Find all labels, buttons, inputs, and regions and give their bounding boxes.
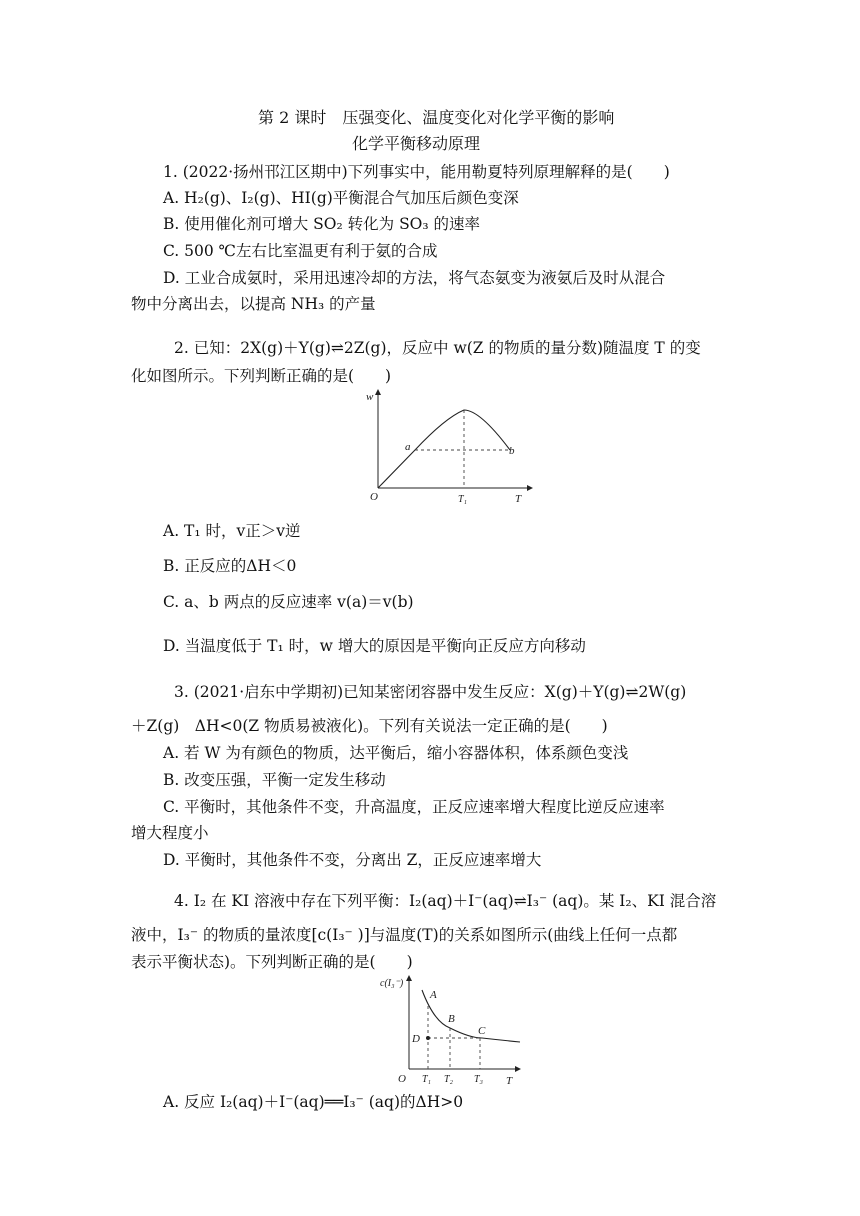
q4-point-d: D [412,1033,420,1045]
q4-point-b: B [448,1013,455,1025]
q4-c-vs-t-graph [370,972,530,1090]
q3-stem-line2: ＋Z(g) ΔH<0(Z 物质易被液化)。下列有关说法一定正确的是( ) [131,717,608,735]
q4-t1-tick: T₁ [422,1074,432,1085]
q2-y-label: w [366,391,374,403]
q2-w-curve [378,410,510,488]
lesson-title: 第 2 课时 压强变化、温度变化对化学平衡的影响 [258,108,615,127]
q3-option-c-line2: 增大程度小 [131,824,209,842]
q2-point-b: b [509,445,515,457]
q2-t1-tick: T₁ [458,494,468,505]
q1-option-d-line1: D. 工业合成氨时，采用迅速冷却的方法，将气态氨变为液氨后及时从混合 [163,269,666,287]
q1-option-c: C. 500 ℃左右比室温更有利于氨的合成 [163,242,438,260]
q1-option-a: A. H₂(g)、I₂(g)、HI(g)平衡混合气加压后颜色变深 [163,189,519,207]
q2-option-c: C. a、b 两点的反应速率 v(a)＝v(b) [163,593,414,611]
q1-option-d-line2: 物中分离出去，以提高 NH₃ 的产量 [131,295,376,313]
q2-option-a: A. T₁ 时，v正＞v逆 [163,522,301,540]
q4-stem-line3: 表示平衡状态)。下列判断正确的是( ) [131,953,413,971]
q3-stem-line1: 3. (2021·启东中学期初)已知某密闭容器中发生反应：X(g)＋Y(g)⇌2W(g) [174,683,687,701]
q2-origin-label: O [370,491,378,503]
q2-option-b: B. 正反应的ΔH＜0 [163,557,297,575]
q4-x-label: T [506,1075,513,1087]
q4-t2-tick: T₂ [444,1074,454,1085]
q1-stem: 1. (2022·扬州邗江区期中)下列事实中，能用勒夏特列原理解释的是( ) [163,163,670,181]
q2-stem-line2: 化如图所示。下列判断正确的是( ) [131,367,392,385]
q2-option-d: D. 当温度低于 T₁ 时，w 增大的原因是平衡向正反应方向移动 [163,637,586,655]
q2-x-label: T [515,493,522,505]
q3-option-c-line1: C. 平衡时，其他条件不变，升高温度，正反应速率增大程度比逆反应速率 [163,798,665,816]
q4-point-d-dot [426,1036,430,1040]
q2-w-vs-t-graph [360,388,540,510]
q2-point-a: a [405,441,411,453]
q4-option-a: A. 反应 I₂(aq)＋I⁻(aq)══I₃⁻ (aq)的ΔH>0 [163,1093,464,1111]
q3-option-b: B. 改变压强，平衡一定发生移动 [163,771,386,789]
q4-stem-line1: 4. I₂ 在 KI 溶液中存在下列平衡：I₂(aq)＋I⁻(aq)⇌I₃⁻ (aq)。某 I₂、KI 混合溶 [174,892,717,910]
q4-point-a: A [430,989,437,1001]
q3-option-a: A. 若 W 为有颜色的物质，达平衡后，缩小容器体积，体系颜色变浅 [163,744,629,762]
lesson-subtitle: 化学平衡移动原理 [352,134,481,153]
q3-option-d: D. 平衡时，其他条件不变，分离出 Z，正反应速率增大 [163,851,542,869]
q4-t3-tick: T₃ [474,1074,484,1085]
q2-stem-line1: 2. 已知：2X(g)＋Y(g)⇌2Z(g)，反应中 w(Z 的物质的量分数)随温度 T 的变 [174,339,701,357]
q4-y-label: c(I₃⁻) [380,978,404,989]
q4-origin-label: O [398,1073,406,1085]
q4-point-c: C [478,1025,486,1037]
q1-option-b: B. 使用催化剂可增大 SO₂ 转化为 SO₃ 的速率 [163,215,481,233]
q4-stem-line2: 液中，I₃⁻ 的物质的量浓度[c(I₃⁻ )]与温度(T)的关系如图所示(曲线上任何一点都 [131,926,678,944]
